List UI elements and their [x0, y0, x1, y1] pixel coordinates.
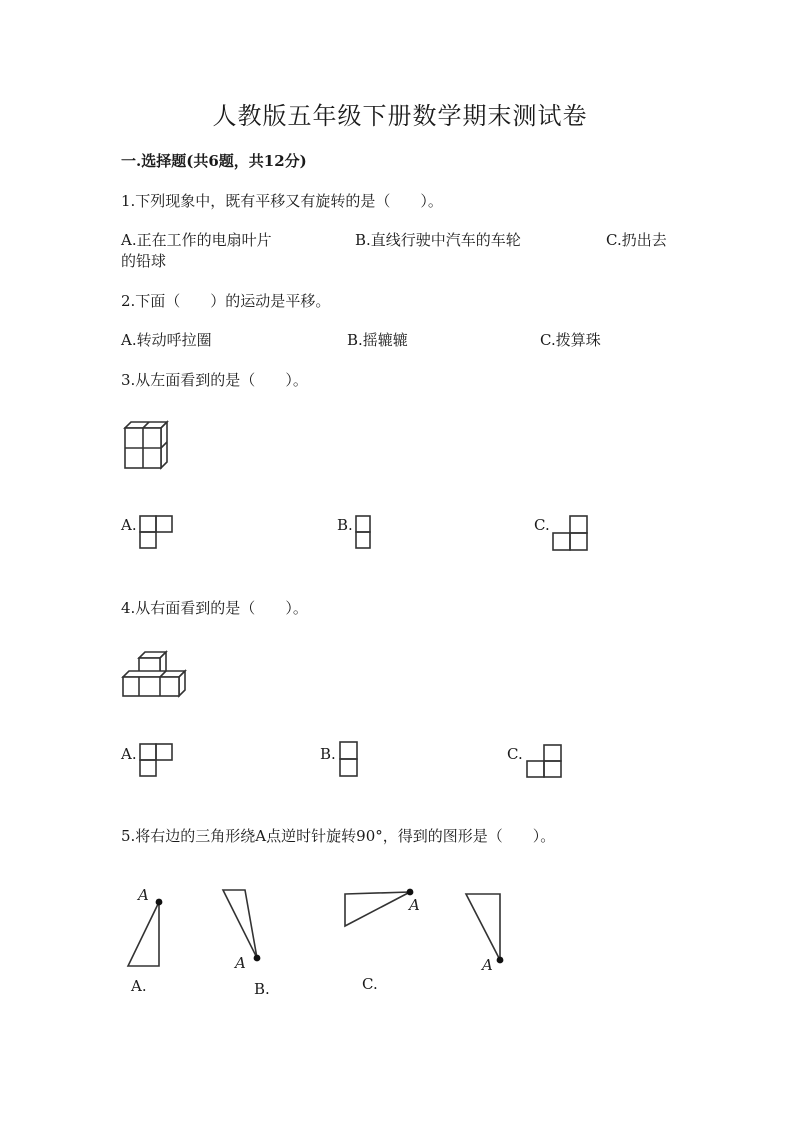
q1-stem: 1.下列现象中，既有平移又有旋转的是（ ）。 [121, 192, 443, 210]
q3-option-b-label: B. [337, 516, 353, 534]
q1-option-c: C.扔出去 [606, 231, 667, 249]
q5-stem: 5.将右边的三角形绕A点逆时针旋转90°，得到的图形是（ ）。 [121, 827, 556, 845]
q5-option-c-point-label: A [409, 896, 420, 914]
q3-option-b-figure [355, 515, 375, 551]
q5-point-a-label: A [138, 886, 149, 904]
q5-option-a-label: A. [131, 977, 147, 995]
q4-option-c-figure [525, 744, 565, 780]
q2-option-c: C.拨算珠 [540, 331, 601, 349]
q5-option-c-triangle [340, 882, 430, 934]
q4-option-a-figure [139, 743, 175, 779]
q5-option-b-point-label: A [235, 954, 246, 972]
q5-option-b-label: B. [254, 980, 270, 998]
q4-cube-figure [121, 650, 187, 698]
q3-option-c-label: C. [534, 516, 550, 534]
q3-option-a-label: A. [121, 516, 137, 534]
q3-stem: 3.从左面看到的是（ ）。 [121, 371, 308, 389]
q4-option-b-figure [339, 741, 361, 779]
page-title: 人教版五年级下册数学期末测试卷 [212, 102, 588, 130]
q3-cube-figure [121, 422, 169, 470]
q5-triangle-4-point-label: A [482, 956, 493, 974]
q5-original-triangle [120, 880, 170, 970]
q5-option-b-triangle [218, 886, 274, 972]
q1-option-a: A.正在工作的电扇叶片 [121, 231, 272, 249]
q1-option-c-cont: 的铅球 [121, 252, 167, 270]
q2-stem: 2.下面（ ）的运动是平移。 [121, 292, 331, 310]
q3-option-a-figure [139, 515, 175, 551]
q5-triangle-4 [462, 890, 518, 974]
q4-option-b-label: B. [320, 745, 336, 763]
q2-option-b: B.摇辘辘 [347, 331, 408, 349]
q5-rotation-point [156, 899, 163, 906]
section-heading: 一.选择题(共6题，共12分) [121, 152, 307, 170]
q4-option-a-label: A. [121, 745, 137, 763]
q3-option-c-figure [552, 515, 590, 553]
q4-stem: 4.从右面看到的是（ ）。 [121, 599, 308, 617]
q1-option-b: B.直线行驶中汽车的车轮 [355, 231, 521, 249]
q5-option-c-label: C. [362, 975, 378, 993]
q4-option-c-label: C. [507, 745, 523, 763]
q2-option-a: A.转动呼拉圈 [121, 331, 212, 349]
